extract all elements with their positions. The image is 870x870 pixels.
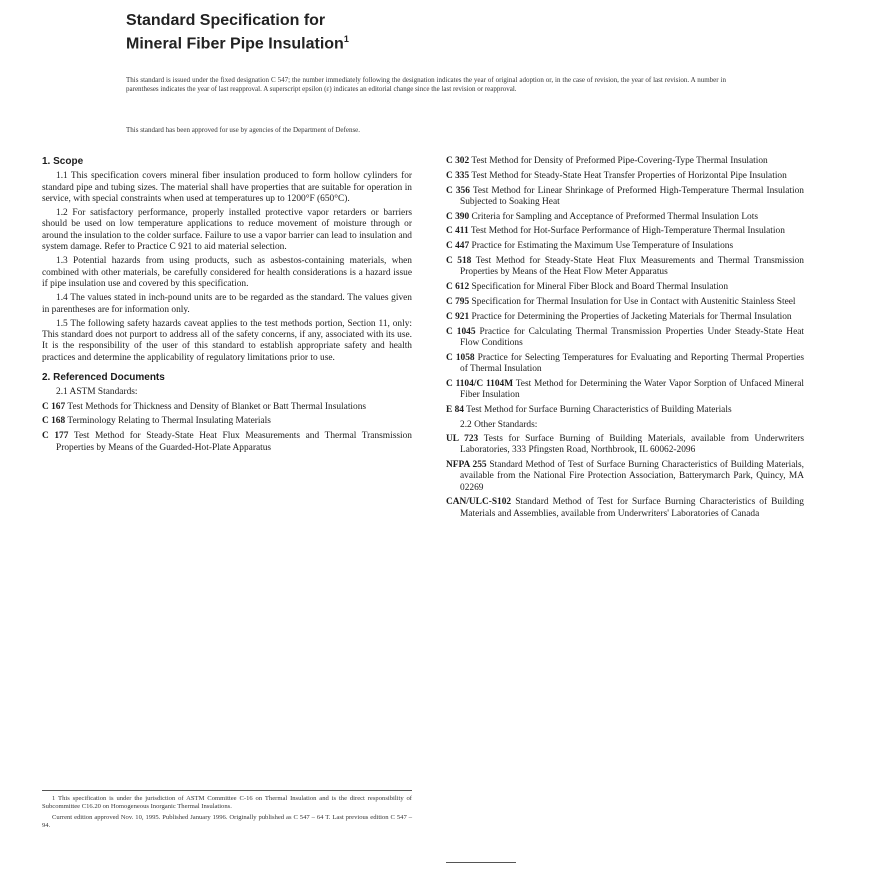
reference-title: Terminology Relating to Thermal Insulating Materials xyxy=(67,416,271,427)
reference-code: C 795 xyxy=(446,296,470,307)
reference-code: C 921 xyxy=(446,311,470,322)
scope-paragraph: 1.4 The values stated in inch-pound units are to be regarded as the standard. The values given in parentheses are for information only. xyxy=(42,293,412,315)
reference-title: Test Method for Steady-State Heat Flux Measurements and Thermal Transmission Properties by Means of the Heat Flow Meter Apparatus xyxy=(460,256,804,278)
reference-code: C 1045 xyxy=(446,326,476,337)
reference-title: Criteria for Sampling and Acceptance of Preformed Thermal Insulation Lots xyxy=(471,211,758,222)
scope-paragraph: 1.3 Potential hazards from using products, such as asbestos-containing materials, when combined with other materials, be carefully considered for health considerations is a hazard issue if pipe insulation use and covered by this specification. xyxy=(42,256,412,289)
scope-paragraph: 1.1 This specification covers mineral fiber insulation produced to form hollow cylinders for standard pipe and tubing sizes. The material shall have properties that are suitable for operation in service, with special constraints when used at temperatures up to 1200°F (650°C). xyxy=(42,171,412,204)
reference-title: Test Method for Density of Preformed Pipe-Covering-Type Thermal Insulation xyxy=(471,156,768,166)
reference-title: Test Method for Steady-State Heat Flux Measurements and Thermal Transmission Properties by Means of the Guarded-Hot-Plate Apparatus xyxy=(56,431,412,453)
reference-item xyxy=(446,434,804,457)
reference-item xyxy=(446,405,804,416)
reference-code: C 411 xyxy=(446,226,469,237)
title-footnote-mark: 1 xyxy=(343,34,349,44)
reference-code: E 84 xyxy=(446,404,464,415)
footnotes xyxy=(42,790,412,833)
reference-title: Standard Method of Test of Surface Burning Characteristics of Building Materials, available from the National Fire Protection Association, Batterymarch Park, Quincy, MA 02269 xyxy=(460,460,805,493)
reference-item xyxy=(446,312,804,323)
reference-code: C 335 xyxy=(446,170,470,181)
reference-item xyxy=(446,282,804,293)
scope-paragraph: 1.2 For satisfactory performance, properly installed protective vapor retarders or barriers should be used on low temperature applications to reduce movement of moisture through or around the insulation to the colder surface. Failure to use a vapor barrier can lead to insulation and system damage. Refer to Practice C 921 to aid material selection. xyxy=(42,208,412,253)
reference-item xyxy=(446,186,804,209)
reference-item xyxy=(42,402,412,413)
reference-title: Test Method for Surface Burning Characteristics of Building Materials xyxy=(466,404,732,415)
reference-title: Practice for Determining the Properties of Jacketing Materials for Thermal Insulation xyxy=(471,311,792,322)
footnote: Current edition approved Nov. 10, 1995. Published January 1996. Originally published as C 547 – 64 T. Last previous edition C 547 – 94. xyxy=(42,814,412,829)
reference-item xyxy=(446,379,804,402)
reference-item xyxy=(446,241,804,252)
title-line-2: Mineral Fiber Pipe Insulation xyxy=(126,35,344,53)
reference-item xyxy=(446,327,804,350)
reference-item xyxy=(446,353,804,376)
reference-title: Test Method for Determining the Water Vapor Sorption of Unfaced Mineral Fiber Insulation xyxy=(460,378,804,401)
reference-title: Test Methods for Thickness and Density of Blanket or Batt Thermal Insulations xyxy=(67,401,367,412)
right-column xyxy=(446,156,804,524)
reference-code: C 390 xyxy=(446,211,470,222)
footnote: 1 This specification is under the jurisdiction of ASTM Committee C-16 on Thermal Insulation and is the direct responsibility of Subcommittee C16.20 on Homogeneous Inorganic Thermal Insulations. xyxy=(42,795,412,810)
reference-code: C 1104/C 1104M xyxy=(446,378,514,389)
reference-title: Specification for Thermal Insulation for Use in Contact with Austenitic Stainless Steel xyxy=(471,296,796,307)
reference-title: Practice for Selecting Temperatures for Evaluating and Reporting Thermal Properties of Thermal Insulation xyxy=(460,352,805,374)
reference-item xyxy=(446,212,804,223)
reference-title: Test Method for Linear Shrinkage of Preformed High-Temperature Thermal Insulation Subjected to Soaking Heat xyxy=(460,185,804,207)
reference-item xyxy=(446,497,804,520)
reference-title: Practice for Calculating Thermal Transmission Properties Under Steady-State Heat Flow Conditions xyxy=(460,326,804,348)
reference-title: Standard Method of Test for Surface Burning Characteristics of Building Materials and Assemblies, available from Underwriters' Laboratories of Canada xyxy=(460,497,804,519)
reference-code: C 302 xyxy=(446,156,470,166)
title-line-1: Standard Specification for xyxy=(126,12,326,29)
reference-item xyxy=(446,171,804,182)
section-heading-referenced-documents: 2. Referenced Documents xyxy=(42,372,165,384)
designation-note: This standard is issued under the fixed designation C 547; the number immediately following the designation indicates the year of original adoption or, in the case of revision, the year of last revision. A number in parentheses indicates the year of last reapproval. A superscript epsilon (ε) indicates an editorial change since the last revision or reapproval. xyxy=(126,76,726,93)
reference-title: Test Method for Hot-Surface Performance of High-Temperature Thermal Insulation xyxy=(470,226,785,237)
reference-code: C 356 xyxy=(446,185,470,196)
reference-code: C 168 xyxy=(42,416,66,427)
reference-code: NFPA 255 xyxy=(446,460,487,471)
other-standards-subheading: 2.2 Other Standards: xyxy=(460,419,538,430)
reference-code: C 612 xyxy=(446,282,470,293)
reference-item xyxy=(446,226,804,237)
reference-item xyxy=(42,431,412,454)
footnote-divider xyxy=(446,862,516,863)
reference-title: Specification for Mineral Fiber Block and Board Thermal Insulation xyxy=(471,282,729,293)
reference-code: C 518 xyxy=(446,256,472,267)
reference-code: C 177 xyxy=(42,431,69,442)
document-title xyxy=(126,12,646,53)
reference-item xyxy=(446,256,804,279)
reference-code: C 167 xyxy=(42,401,66,412)
reference-code: C 1058 xyxy=(446,352,475,363)
reference-item xyxy=(446,460,804,494)
reference-item xyxy=(446,297,804,308)
dod-approval-note: This standard has been approved for use by agencies of the Department of Defense. xyxy=(126,126,361,134)
scope-paragraph: 1.5 The following safety hazards caveat applies to the test methods portion, Section 11, only: This standard does not purport to address all of the safety concerns, if any, associated with its use. It is the responsibility of the user of this standard to establish appropriate safety and health practices and determine the applicability of regulatory limitations prior to use. xyxy=(42,318,412,363)
left-column xyxy=(42,156,412,457)
astm-standards-subheading: 2.1 ASTM Standards: xyxy=(56,387,138,398)
reference-item xyxy=(446,156,804,167)
reference-code: UL 723 xyxy=(446,433,479,444)
reference-code: C 447 xyxy=(446,241,470,252)
reference-item xyxy=(42,416,412,427)
reference-title: Practice for Estimating the Maximum Use Temperature of Insulations xyxy=(471,241,734,252)
section-heading-scope: 1. Scope xyxy=(42,156,84,167)
reference-title: Test Method for Steady-State Heat Transfer Properties of Horizontal Pipe Insulation xyxy=(471,170,787,181)
reference-title: Tests for Surface Burning of Building Materials, available from Underwriters Laboratories, 333 Pfingsten Road, Northbrook, IL 60062-2096 xyxy=(460,433,804,456)
reference-code: CAN/ULC-S102 xyxy=(446,497,512,508)
